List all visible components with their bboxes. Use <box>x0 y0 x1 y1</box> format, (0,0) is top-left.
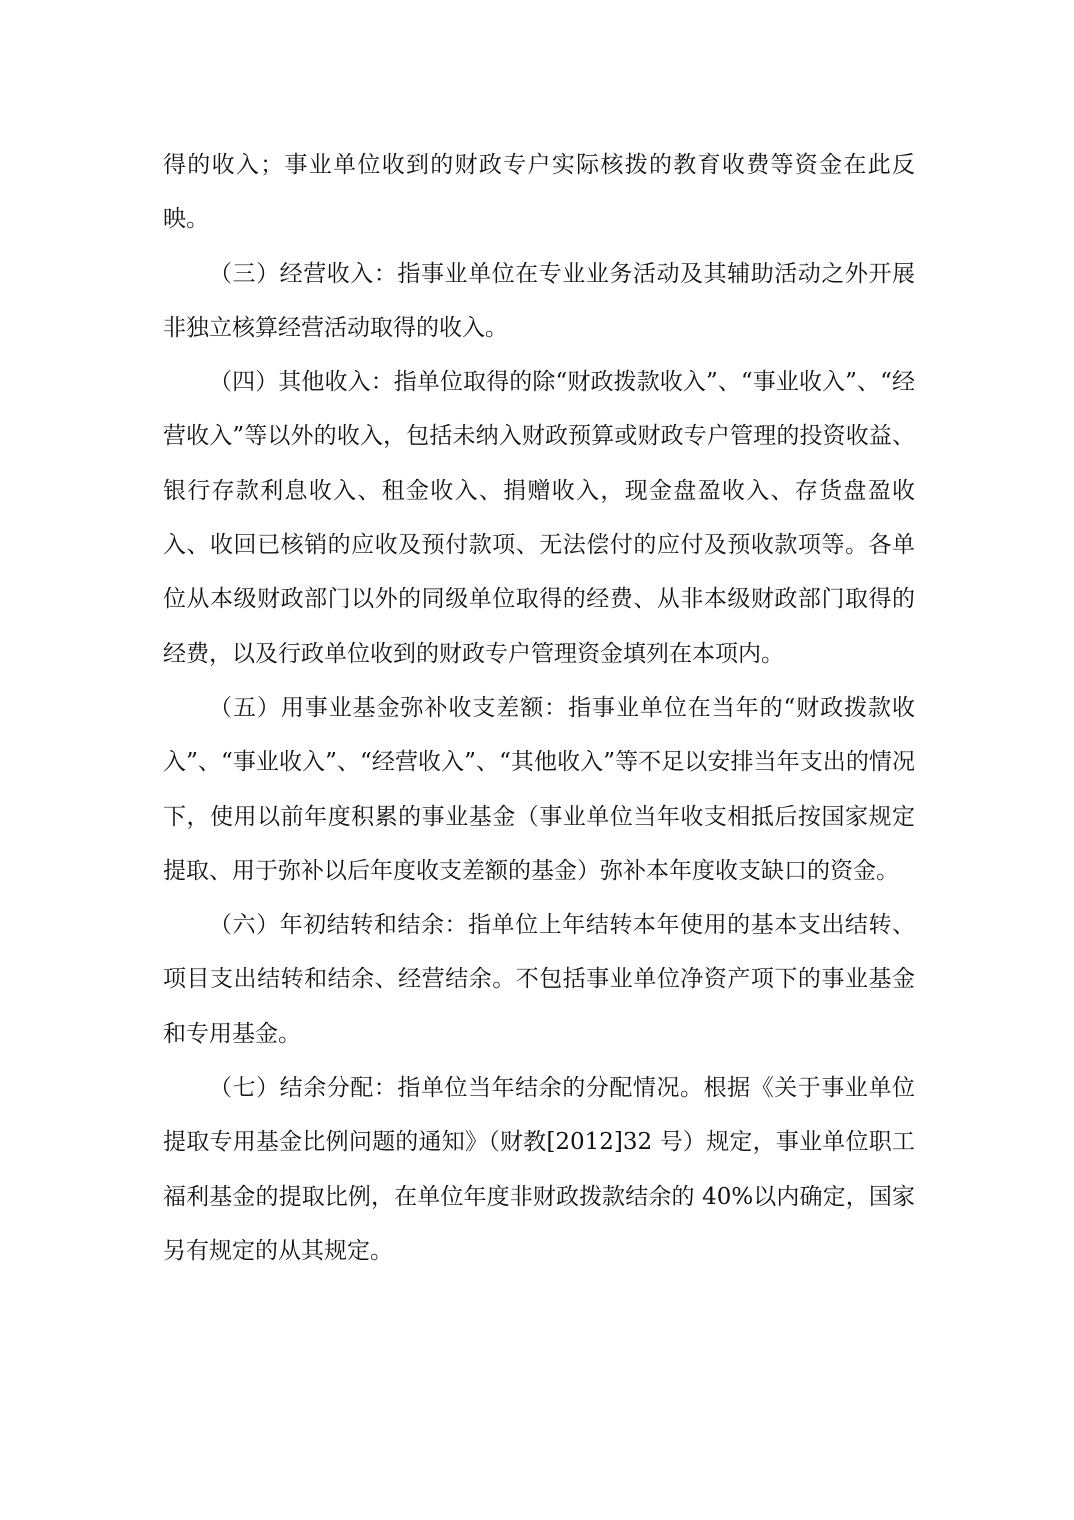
document-page <box>163 138 915 1278</box>
paragraph-operating-income: （三）经营收入：指事业单位在专业业务活动及其辅助活动之外开展非独立核算经营活动取得的收入。 <box>163 260 915 341</box>
paragraph-surplus-distribution: （七）结余分配：指单位当年结余的分配情况。根据《关于事业单位提取专用基金比例问题的通知》（财教[2012]32 号）规定，事业单位职工福利基金的提取比例，在单位年度非财政拨款结余的 40%以内确定，国家另有规定的从其规定。 <box>163 1075 915 1264</box>
paragraph-business-fund-offset: （五）用事业基金弥补收支差额：指事业单位在当年的“财政拨款收入”、“事业收入”、“经营收入”、“其他收入”等不足以安排当年支出的情况下，使用以前年度积累的事业基金（事业单位当年收支相抵后按国家规定提取、用于弥补以后年度收支差额的基金）弥补本年度收支缺口的资金。 <box>163 694 915 884</box>
paragraph-continuation: 得的收入；事业单位收到的财政专户实际核拨的教育收费等资金在此反映。 <box>163 152 915 233</box>
paragraph-other-income: （四）其他收入：指单位取得的除“财政拨款收入”、“事业收入”、“经营收入”等以外的收入，包括未纳入财政预算或财政专户管理的投资收益、银行存款利息收入、租金收入、捐赠收入，现金盘盈收入、存货盘盈收入、收回已核销的应收及预付款项、无法偿付的应付及预收款项等。各单位从本级财政部门以外的同级单位取得的经费、从非本级财政部门取得的经费，以及行政单位收到的财政专户管理资金填列在本项内。 <box>163 369 915 667</box>
paragraph-carryover-balance: （六）年初结转和结余：指单位上年结转本年使用的基本支出结转、项目支出结转和结余、经营结余。不包括事业单位净资产项下的事业基金和专用基金。 <box>163 912 915 1047</box>
